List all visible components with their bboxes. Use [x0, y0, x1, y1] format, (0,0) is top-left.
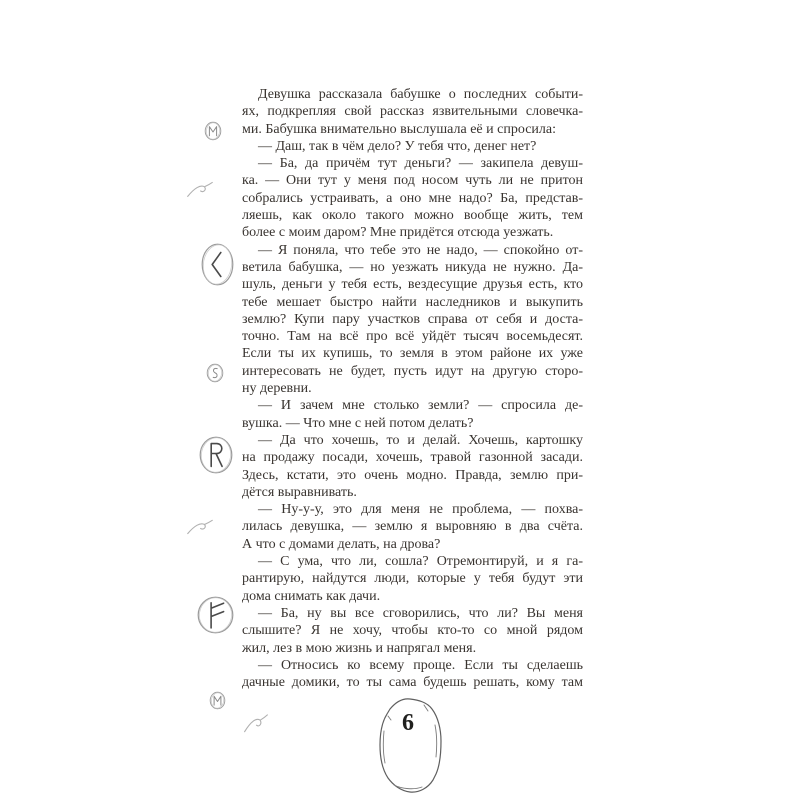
paragraph — [242, 605, 583, 657]
rune-circle-fehu-icon — [197, 596, 234, 634]
text-line: землю? Купи пару участков справа от себя и доста- — [242, 311, 583, 327]
text-line: — Ба, ну вы все сговорились, что ли? Вы меня — [258, 605, 583, 621]
text-line: — И зачем мне столько земли? — спросила де- — [258, 398, 583, 414]
rune-circle-sowilo-small-icon — [206, 363, 224, 383]
text-line: тебе мешает быстро найти наследников и выкупить — [242, 294, 583, 310]
text-line: — Относись ко всему проще. Если ты сделаешь — [258, 657, 583, 673]
rune-circle-mannaz-small-icon — [209, 691, 226, 710]
text-line: лилась девушка, — землю я выровняю в два счёта. — [242, 519, 583, 535]
pen-squiggle-icon — [186, 180, 214, 200]
text-line: Девушка рассказала бабушке о последних событи- — [258, 87, 583, 102]
text-line: ляешь, как около такого можно вообще жить, тем — [242, 208, 583, 224]
paragraph — [242, 138, 583, 155]
text-line: жил, лез в мою жизнь и напрягал меня. — [242, 640, 477, 656]
text-line: слышите? Я не хочу, чтобы кто-то со мной рядом — [242, 623, 583, 639]
paragraph — [242, 155, 583, 241]
text-line: дачные домики, то ты сама будешь решать, кому там — [242, 675, 583, 691]
pen-squiggle-icon — [243, 712, 269, 736]
text-line: ка. — Они тут у меня под носом чуть ли не притон — [242, 173, 583, 189]
text-line: Если ты их купишь, то земля в этом районе их уже — [242, 346, 583, 362]
text-line: Здесь, кстати, это очень модно. Правда, землю при- — [242, 467, 583, 483]
pen-squiggle-icon — [186, 518, 214, 537]
text-line: рантирую, найдутся люди, которые у тебя будут эти — [242, 571, 583, 587]
paragraph — [242, 86, 583, 138]
text-line: шуль, деньги у тебя есть, вездесущие друзья есть, кто — [242, 277, 583, 293]
text-line: — Даш, так в чём дело? У тебя что, денег нет? — [258, 138, 537, 154]
text-line: — Ба, да причём тут деньги? — закипела девуш- — [258, 156, 583, 172]
text-line: на продажу посади, хочешь, травой газонной засади. — [242, 450, 583, 466]
rune-circle-kenaz-icon — [201, 243, 234, 286]
text-line: интересовать не будет, пусть идут на другую сторо- — [242, 363, 583, 379]
paragraph — [242, 501, 583, 553]
text-line: ми. Бабушка внимательно выслушала её и спросила: — [242, 121, 556, 137]
text-line: — Да что хочешь, то и делай. Хочешь, картошку — [258, 432, 583, 448]
text-line: ветила бабушка, — но уезжать никуда не нужно. Да- — [242, 259, 583, 275]
text-line: дётся выравнивать. — [242, 484, 357, 500]
text-line: ну деревни. — [242, 381, 312, 397]
rune-circle-raido-icon — [199, 436, 233, 474]
text-line: вушка. — Что мне с ней потом делать? — [242, 415, 474, 431]
text-line: А что с домами делать, на дрова? — [242, 536, 441, 552]
paragraph — [242, 242, 583, 398]
paragraph — [242, 657, 583, 692]
text-line: — С ума, что ли, сошла? Отремонтируй, и я га- — [258, 554, 583, 570]
text-line: — Ну-у-у, это для меня не проблема, — похва- — [258, 502, 583, 518]
rune-circle-mannaz-small-icon — [204, 121, 222, 141]
text-line: более с моим даром? Мне придётся отсюда уезжать. — [242, 225, 554, 241]
text-line: точно. Там на всё про всё уйдёт тысяч восемьдесят. — [242, 329, 583, 345]
paragraph — [242, 397, 583, 432]
text-line: — Я поняла, что тебе это не надо, — спокойно от- — [258, 242, 583, 258]
text-line: дома снимать как дачи. — [242, 588, 381, 604]
text-line: ях, подкрепляя свой рассказ язвительными словечка- — [242, 104, 583, 120]
page-text — [242, 86, 583, 691]
page-number-ornament — [374, 694, 446, 796]
page-number: 6 — [402, 710, 414, 736]
text-line: собрались устраивать, а оно мне надо? Ба, представ- — [242, 190, 583, 206]
paragraph — [242, 432, 583, 501]
paragraph — [242, 553, 583, 605]
